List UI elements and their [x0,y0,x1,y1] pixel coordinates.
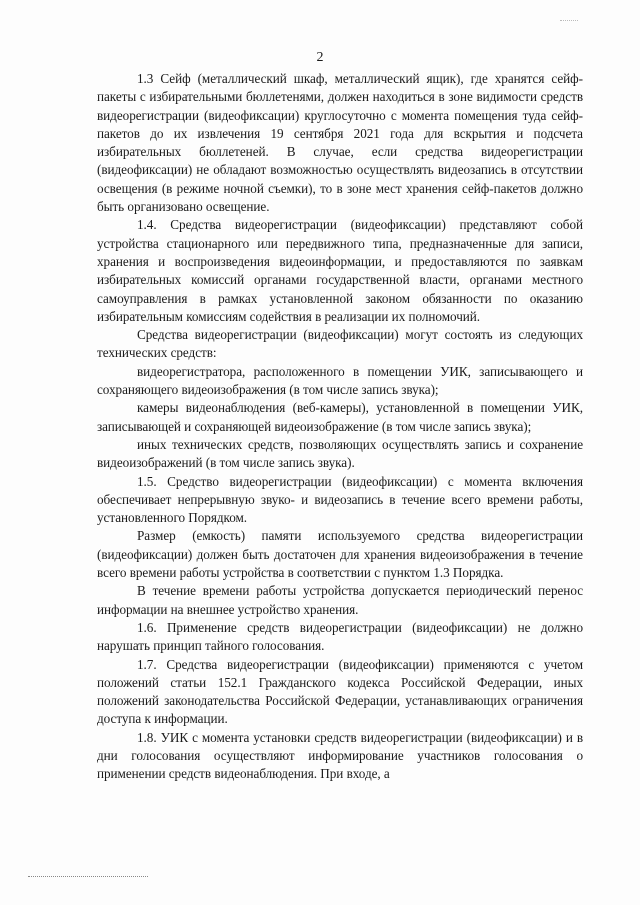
document-body [97,70,583,784]
paragraph-item-webcam: камеры видеонаблюдения (веб-камеры), установленной в помещении УИК, записывающей и сохраняющей видеоизображение (в том числе запись звука); [97,400,583,434]
paragraph-1-8-informing-voters: 1.8. УИК с момента установки средств видеорегистрации (видеофиксации) и в дни голосования осуществляют информирование участников голосования о применении средств видеонаблюдения. При входе, а [97,729,583,782]
footer-dotted-line [28,876,148,877]
paragraph-1-6-secret-ballot: 1.6. Применение средств видеорегистрации (видеофиксации) не должно нарушать принцип тайного голосования. [97,619,583,654]
scan-corner-mark [560,20,578,21]
paragraph-device-composition: Средства видеорегистрации (видеофиксации) могут состоять из следующих технических средств: [97,327,583,361]
paragraph-periodic-transfer: В течение времени работы устройства допускается периодический перенос информации на внешнее устройство хранения. [97,583,583,617]
paragraph-1-4-devices: 1.4. Средства видеорегистрации (видеофиксации) представляют собой устройства стационарного или передвижного типа, предназначенные для записи, хранения и воспроизведения видеоинформации, и предоставляются по заявкам избирательных комиссий органами государственной власти, органами местного самоуправления в рамках установленной законом обязанности по оказанию избирательным комиссиям содействия в реализации их полномочий. [97,217,583,324]
page-number: 2 [316,50,324,65]
paragraph-memory-size: Размер (емкость) памяти используемого средства видеорегистрации (видеофиксации) должен быть достаточен для хранения видеоизображения в течение всего времени работы устройства в соответствии с пунктом 1.3 Порядка. [97,528,583,581]
paragraph-item-video-recorder: видеорегистратора, расположенного в помещении УИК, записывающего и сохраняющего видеоизображения (в том числе запись звука); [97,363,583,398]
paragraph-1-3-safe: 1.3 Сейф (металлический шкаф, металлический ящик), где хранятся сейф-пакеты с избирательными бюллетенями, должен находиться в зоне видимости средств видеорегистрации (видеофиксации) круглосуточно с момента помещения туда сейф-пакетов до их извлечения 19 сентября 2021 года для вскрытия и подсчета избирательных бюллетеней. В случае, если средства видеорегистрации (видеофиксации) не обладают возможностью осуществлять видеозапись в отсутствии освещения (в режиме ночной съемки), то в зоне мест хранения сейф-пакетов должно быть организовано освещение. [97,71,583,215]
paragraph-1-7-civil-code: 1.7. Средства видеорегистрации (видеофиксации) применяются с учетом положений статьи 152.1 Гражданского кодекса Российской Федерации, иных положений законодательства Российской Федерации, устанавливающих ограничения доступа к информации. [97,656,583,727]
paragraph-item-other-means: иных технических средств, позволяющих осуществлять запись и сохранение видеоизображений (в том числе запись звука). [97,436,583,471]
paragraph-1-5-continuous-recording: 1.5. Средство видеорегистрации (видеофиксации) с момента включения обеспечивает непрерывную звуко- и видеозапись в течение всего времени работы, установленного Порядком. [97,473,583,526]
